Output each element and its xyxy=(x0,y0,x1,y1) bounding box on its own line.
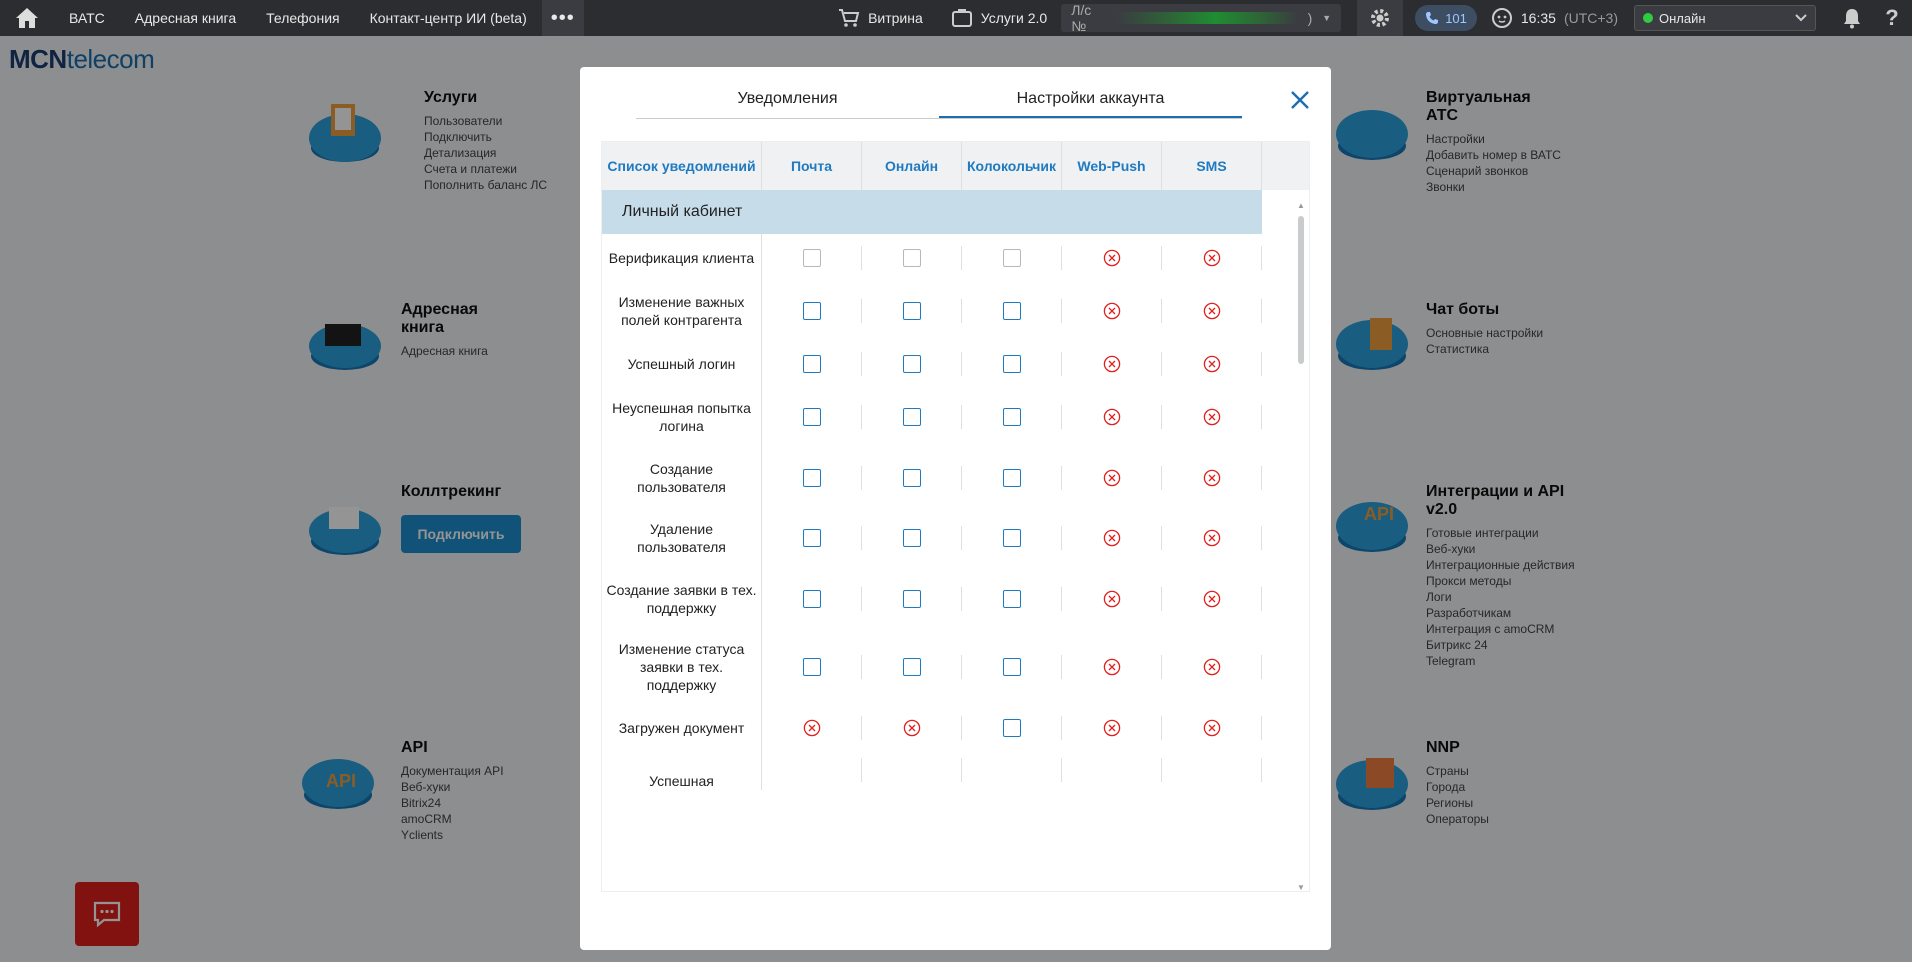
email-checkbox[interactable] xyxy=(803,408,821,426)
nnp-link-operators[interactable]: Операторы xyxy=(1426,812,1489,826)
status-online-dot xyxy=(1643,13,1653,23)
nav-address-book[interactable]: Адресная книга xyxy=(134,10,237,26)
notification-name: Неуспешная попытка логина xyxy=(602,387,762,447)
clock xyxy=(1491,7,1618,29)
unavailable-x-icon xyxy=(1203,719,1221,737)
unavailable-x-icon xyxy=(1103,658,1121,676)
account-selector[interactable] xyxy=(1061,4,1341,32)
vats-link-settings[interactable]: Настройки xyxy=(1426,132,1485,146)
cell-webpush xyxy=(1062,341,1162,387)
integrations-link-logs[interactable]: Логи xyxy=(1426,590,1452,604)
svg-text:API: API xyxy=(1364,504,1395,524)
cell-sms xyxy=(1162,629,1262,705)
email-checkbox[interactable] xyxy=(803,302,821,320)
unavailable-x-icon xyxy=(1203,249,1221,267)
table-header xyxy=(602,142,1310,190)
cell-bell xyxy=(962,281,1062,341)
email-checkbox[interactable] xyxy=(803,529,821,547)
chatbots-title: Чат боты xyxy=(1426,301,1500,318)
notification-name: Создание заявки в тех. поддержку xyxy=(602,568,762,629)
bell-checkbox xyxy=(1003,249,1021,267)
cell-webpush xyxy=(1062,387,1162,447)
nav-telephony[interactable]: Телефония xyxy=(266,10,340,26)
cell-online xyxy=(862,447,962,508)
ellipsis-icon: ••• xyxy=(550,6,575,29)
email-checkbox[interactable] xyxy=(803,469,821,487)
close-icon xyxy=(1290,90,1310,110)
cell-online xyxy=(862,508,962,568)
table-row xyxy=(602,750,1262,790)
online-checkbox[interactable] xyxy=(903,590,921,608)
vitrina-label: Витрина xyxy=(868,10,923,26)
cell-bell xyxy=(962,629,1062,705)
top-nav-bar xyxy=(0,0,1912,36)
column-header-sms: SMS xyxy=(1162,142,1262,190)
unavailable-x-icon xyxy=(1103,529,1121,547)
table-row xyxy=(602,568,1262,629)
bell-icon xyxy=(1842,7,1862,29)
vitrina-link[interactable] xyxy=(824,0,937,36)
column-header-bell: Колокольчик xyxy=(962,142,1062,190)
clock-face-icon xyxy=(1491,7,1513,29)
cell-email xyxy=(762,447,862,508)
account-suffix: ) xyxy=(1307,10,1313,26)
email-checkbox[interactable] xyxy=(803,658,821,676)
unavailable-x-icon xyxy=(1203,590,1221,608)
services-link-details[interactable]: Детализация xyxy=(424,146,497,160)
calltracking-title: Коллтрекинг xyxy=(401,483,502,500)
online-checkbox[interactable] xyxy=(903,355,921,373)
online-checkbox[interactable] xyxy=(903,408,921,426)
notification-name: Загружен документ xyxy=(602,705,762,750)
email-checkbox xyxy=(803,249,821,267)
unavailable-x-icon xyxy=(1103,408,1121,426)
cell-webpush xyxy=(1062,705,1162,750)
table-row xyxy=(602,629,1262,705)
status-select[interactable] xyxy=(1634,5,1816,31)
modal-tabs xyxy=(636,89,1242,119)
bell-checkbox[interactable] xyxy=(1003,355,1021,373)
cell-sms xyxy=(1162,281,1262,341)
table-row xyxy=(602,447,1262,508)
unavailable-x-icon xyxy=(803,719,821,737)
cell-webpush xyxy=(1062,750,1162,790)
cell-sms xyxy=(1162,568,1262,629)
close-button[interactable] xyxy=(1287,87,1313,113)
cell-bell xyxy=(962,750,1062,790)
table-row xyxy=(602,508,1262,568)
cell-online xyxy=(862,387,962,447)
nnp-title: NNP xyxy=(1426,739,1460,756)
online-checkbox[interactable] xyxy=(903,658,921,676)
nav-vats[interactable]: ВАТС xyxy=(69,10,105,26)
cell-sms xyxy=(1162,508,1262,568)
services-link[interactable] xyxy=(937,0,1061,36)
integrations-link-bitrix[interactable]: Битрикс 24 xyxy=(1426,638,1488,652)
unavailable-x-icon xyxy=(1103,590,1121,608)
cell-online xyxy=(862,705,962,750)
nnp-link-cities[interactable]: Города xyxy=(1426,780,1466,794)
more-menu-button[interactable] xyxy=(542,0,584,36)
notifications-button[interactable] xyxy=(1832,0,1872,36)
online-checkbox[interactable] xyxy=(903,302,921,320)
nnp-link-countries[interactable]: Страны xyxy=(1426,764,1469,778)
api-link-webhooks[interactable]: Веб-хуки xyxy=(401,780,451,794)
cell-online xyxy=(862,341,962,387)
email-checkbox[interactable] xyxy=(803,590,821,608)
notification-name: Изменение важных полей контрагента xyxy=(602,281,762,341)
integrations-link-telegram[interactable]: Telegram xyxy=(1426,654,1476,668)
mcn-logo[interactable]: MCNtelecom xyxy=(9,44,155,74)
vats-link-add-number[interactable]: Добавить номер в ВАТС xyxy=(1426,148,1561,162)
cell-online xyxy=(862,568,962,629)
integrations-link-developers[interactable]: Разработчикам xyxy=(1426,606,1512,620)
integrations-title: Интеграции и API v2.0 xyxy=(1426,483,1565,518)
unavailable-x-icon xyxy=(1203,355,1221,373)
cell-email xyxy=(762,629,862,705)
home-button[interactable] xyxy=(0,0,54,36)
cell-email xyxy=(762,508,862,568)
vats-link-calls[interactable]: Звонки xyxy=(1426,180,1465,194)
column-header-list: Список уведомлений xyxy=(602,142,762,190)
vats-title: Виртуальная АТС xyxy=(1426,89,1531,124)
table-row xyxy=(602,281,1262,341)
integrations-link-amocrm[interactable]: Интеграция с amoCRM xyxy=(1426,622,1555,636)
notification-name: Успешный логин xyxy=(602,341,762,387)
scroll-down-arrow[interactable]: ▼ xyxy=(1297,883,1305,892)
tab-account-settings[interactable]: Настройки аккаунта xyxy=(939,89,1242,118)
scroll-thumb[interactable] xyxy=(1298,216,1304,364)
notification-name: Удаление пользователя xyxy=(602,508,762,568)
cell-email xyxy=(762,705,862,750)
table-scrollbar[interactable] xyxy=(1297,202,1305,892)
nnp-link-regions[interactable]: Регионы xyxy=(1426,796,1474,810)
unavailable-x-icon xyxy=(1203,302,1221,320)
cell-sms xyxy=(1162,387,1262,447)
unavailable-x-icon xyxy=(1103,249,1121,267)
unavailable-x-icon xyxy=(1103,355,1121,373)
gear-icon xyxy=(1368,6,1392,30)
services-link-invoices[interactable]: Счета и платежи xyxy=(424,162,518,176)
cell-webpush xyxy=(1062,281,1162,341)
table-body xyxy=(602,190,1262,790)
cell-sms xyxy=(1162,447,1262,508)
home-icon xyxy=(14,6,40,30)
unavailable-x-icon xyxy=(1103,719,1121,737)
api-link-bitrix[interactable]: Bitrix24 xyxy=(401,796,442,810)
phone-extension: 101 xyxy=(1445,10,1467,26)
cell-bell xyxy=(962,387,1062,447)
services-label: Услуги 2.0 xyxy=(980,10,1048,26)
bell-checkbox[interactable] xyxy=(1003,658,1021,676)
online-checkbox[interactable] xyxy=(903,529,921,547)
column-header-email: Почта xyxy=(762,142,862,190)
integrations-link-proxy[interactable]: Прокси методы xyxy=(1426,574,1512,588)
notifications-table xyxy=(601,141,1310,892)
unavailable-x-icon xyxy=(1203,658,1221,676)
chatbots-link-settings[interactable]: Основные настройки xyxy=(1426,326,1544,340)
column-header-webpush: Web-Push xyxy=(1062,142,1162,190)
api-title: API xyxy=(401,739,428,756)
table-row xyxy=(602,341,1262,387)
status-value: Онлайн xyxy=(1659,10,1706,26)
cell-email xyxy=(762,387,862,447)
clock-timezone: (UTC+3) xyxy=(1563,10,1618,26)
cell-email xyxy=(762,341,862,387)
online-checkbox[interactable] xyxy=(903,469,921,487)
chevron-down-icon: ▼ xyxy=(1322,13,1332,23)
table-row xyxy=(602,705,1262,750)
unavailable-x-icon xyxy=(1203,469,1221,487)
bell-checkbox[interactable] xyxy=(1003,469,1021,487)
cell-bell xyxy=(962,568,1062,629)
notification-name: Создание пользователя xyxy=(602,447,762,508)
account-number-redacted xyxy=(1115,12,1298,24)
cell-email xyxy=(762,234,862,281)
question-icon: ? xyxy=(1885,5,1899,30)
integrations-link-webhooks[interactable]: Веб-хуки xyxy=(1426,542,1476,556)
cell-sms xyxy=(1162,750,1262,790)
notification-name: Верификация клиента xyxy=(602,234,762,281)
section-header-personal-account: Личный кабинет xyxy=(602,190,1262,234)
help-button[interactable] xyxy=(1872,0,1912,36)
chevron-down-icon xyxy=(1795,14,1807,22)
cell-webpush xyxy=(1062,629,1162,705)
online-checkbox xyxy=(903,249,921,267)
services-link-users[interactable]: Пользователи xyxy=(424,114,503,128)
notification-name: Изменение статуса заявки в тех. поддержку xyxy=(602,629,762,705)
cell-webpush xyxy=(1062,447,1162,508)
svg-text:API: API xyxy=(326,771,357,791)
unavailable-x-icon xyxy=(1103,469,1121,487)
phone-icon xyxy=(1425,11,1439,25)
unavailable-x-icon xyxy=(1103,302,1121,320)
phone-extension-badge[interactable] xyxy=(1415,5,1477,31)
settings-button[interactable] xyxy=(1357,0,1403,36)
cell-email xyxy=(762,568,862,629)
scroll-up-arrow[interactable]: ▲ xyxy=(1297,201,1305,210)
integrations-link-actions[interactable]: Интеграционные действия xyxy=(1426,558,1575,572)
notification-settings-modal xyxy=(580,67,1331,950)
api-link-amocrm[interactable]: amoCRM xyxy=(401,812,452,826)
cell-webpush xyxy=(1062,234,1162,281)
clock-time: 16:35 xyxy=(1520,10,1556,26)
cell-online xyxy=(862,629,962,705)
cell-bell xyxy=(962,234,1062,281)
services-link-topup[interactable]: Пополнить баланс ЛС xyxy=(424,178,548,192)
services-title: Услуги xyxy=(424,89,478,106)
table-row xyxy=(602,234,1262,281)
tab-notifications[interactable]: Уведомления xyxy=(737,90,838,107)
cell-bell xyxy=(962,508,1062,568)
unavailable-x-icon xyxy=(903,719,921,737)
column-header-online: Онлайн xyxy=(862,142,962,190)
nav-contact-center[interactable]: Контакт-центр ИИ (beta) xyxy=(369,10,527,26)
bell-checkbox[interactable] xyxy=(1003,408,1021,426)
cell-webpush xyxy=(1062,508,1162,568)
email-checkbox[interactable] xyxy=(803,355,821,373)
bell-checkbox[interactable] xyxy=(1003,302,1021,320)
cell-sms xyxy=(1162,705,1262,750)
unavailable-x-icon xyxy=(1203,408,1221,426)
services-link-connect[interactable]: Подключить xyxy=(424,130,492,144)
cell-bell xyxy=(962,705,1062,750)
address-book-title: Адресная книга xyxy=(401,301,478,336)
chatbots-link-stats[interactable]: Статистика xyxy=(1426,342,1490,356)
api-link-docs[interactable]: Документация API xyxy=(401,764,504,778)
notification-name: Успешная xyxy=(602,750,762,790)
api-link-yclients[interactable]: Yclients xyxy=(401,828,444,842)
table-row xyxy=(602,387,1262,447)
cart-icon xyxy=(838,8,860,28)
cell-webpush xyxy=(1062,568,1162,629)
integrations-link-ready[interactable]: Готовые интеграции xyxy=(1426,526,1539,540)
vats-link-scenario[interactable]: Сценарий звонков xyxy=(1426,164,1529,178)
cell-bell xyxy=(962,341,1062,387)
unavailable-x-icon xyxy=(1203,529,1221,547)
services-icon xyxy=(951,8,973,28)
cell-online xyxy=(862,750,962,790)
address-book-link[interactable]: Адресная книга xyxy=(401,344,488,358)
bell-checkbox[interactable] xyxy=(1003,529,1021,547)
bell-checkbox[interactable] xyxy=(1003,590,1021,608)
cell-sms xyxy=(1162,341,1262,387)
cell-sms xyxy=(1162,234,1262,281)
calltracking-connect-button[interactable]: Подключить xyxy=(401,515,521,553)
account-label: Л/с № xyxy=(1071,2,1092,34)
cell-bell xyxy=(962,447,1062,508)
bell-checkbox[interactable] xyxy=(1003,719,1021,737)
cell-email xyxy=(762,750,862,790)
cell-email xyxy=(762,281,862,341)
cell-online xyxy=(862,281,962,341)
cell-online xyxy=(862,234,962,281)
